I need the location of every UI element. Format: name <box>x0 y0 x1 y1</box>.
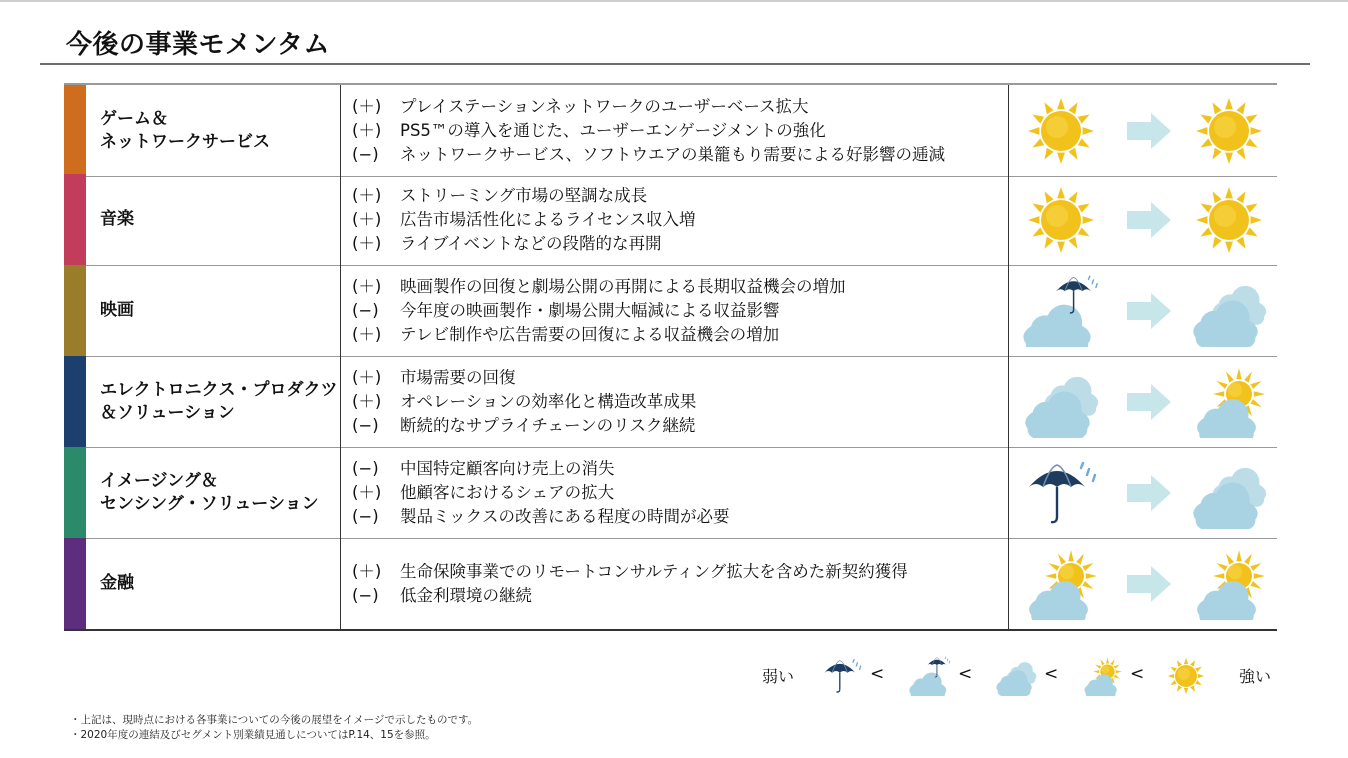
factor-sign: (−) <box>352 300 379 320</box>
factor-text: 他顧客におけるシェアの拡大 <box>400 482 615 502</box>
factor-item <box>352 560 1002 584</box>
momentum-table <box>64 83 1277 629</box>
factor-list <box>352 447 1002 538</box>
top-border <box>0 0 1348 2</box>
weather-forecast <box>1009 356 1277 447</box>
factor-sign: (−) <box>352 585 379 605</box>
arrow-right-icon <box>1127 202 1173 238</box>
factor-item <box>352 481 1002 505</box>
segment-color-bar <box>64 447 86 538</box>
factor-item <box>352 232 1002 256</box>
factor-list <box>352 174 1002 265</box>
umbrella-icon <box>820 656 864 696</box>
segment-name: 金融 <box>100 573 134 594</box>
clouds-icon <box>994 656 1038 696</box>
segment-row <box>64 538 1277 631</box>
factor-sign: (＋) <box>352 561 382 581</box>
column-divider <box>340 85 341 176</box>
footnote: ・2020年度の連結及びセグメント別業績見通しについてはP.14、15を参照。 <box>70 729 436 741</box>
arrow-right-icon <box>1127 384 1173 420</box>
legend-separator: < <box>870 664 885 684</box>
factor-text: 製品ミックスの改善にある程度の時間が必要 <box>400 506 730 526</box>
factor-item <box>352 275 1002 299</box>
factor-sign: (−) <box>352 144 379 164</box>
factor-text: 市場需要の回復 <box>400 367 516 387</box>
factor-text: オペレーションの効率化と構造改革成果 <box>400 391 697 411</box>
factor-sign: (＋) <box>352 233 382 253</box>
factor-text: 生命保険事業でのリモートコンサルティング拡大を含めた新契約獲得 <box>400 561 908 581</box>
cloud-umbrella-icon <box>908 656 952 696</box>
legend-strong-label: 強い <box>1239 667 1272 686</box>
factor-text: ライブイベントなどの段階的な再開 <box>400 233 662 253</box>
sun-icon <box>1189 95 1269 167</box>
arrow-right-icon <box>1127 113 1173 149</box>
legend <box>762 650 1282 700</box>
factor-text: テレビ制作や広告需要の回復による収益機会の増加 <box>400 324 780 344</box>
factor-item <box>352 299 1002 323</box>
factor-text: PS5™の導入を通じた、ユーザーエンゲージメントの強化 <box>400 120 826 140</box>
segment-color-bar <box>64 356 86 447</box>
factor-text: 低金利環境の継続 <box>400 585 532 605</box>
factor-sign: (＋) <box>352 185 382 205</box>
factor-list <box>352 538 1002 629</box>
page-title: 今後の事業モメンタム <box>66 30 330 60</box>
sun-icon <box>1189 184 1269 256</box>
factor-item <box>352 323 1002 347</box>
factor-item <box>352 505 1002 529</box>
legend-separator: < <box>958 664 973 684</box>
factor-text: ネットワークサービス、ソフトウエアの巣籠もり需要による好影響の逓減 <box>400 144 945 164</box>
column-divider <box>340 447 341 538</box>
factor-text: 中国特定顧客向け売上の消失 <box>400 458 615 478</box>
factor-sign: (−) <box>352 458 379 478</box>
factor-list <box>352 85 1002 176</box>
factor-sign: (＋) <box>352 276 382 296</box>
umbrella-icon <box>1021 457 1101 529</box>
title-underline <box>40 63 1310 65</box>
factor-sign: (−) <box>352 415 379 435</box>
factor-item <box>352 208 1002 232</box>
factor-item <box>352 584 1002 608</box>
segment-row <box>64 83 1277 177</box>
arrow-right-icon <box>1127 475 1173 511</box>
segment-name: 映画 <box>100 300 134 321</box>
footnote: ・上記は、現時点における各事業についての今後の展望をイメージで示したものです。 <box>70 714 479 726</box>
column-divider <box>340 538 341 629</box>
factor-item <box>352 95 1002 119</box>
segment-name: イメージング＆ センシング・ソリューション <box>100 470 319 514</box>
factor-sign: (＋) <box>352 482 382 502</box>
sun-cloud-icon <box>1080 656 1124 696</box>
column-divider <box>340 356 341 447</box>
sun-icon <box>1021 184 1101 256</box>
weather-forecast <box>1009 174 1277 265</box>
arrow-right-icon <box>1127 566 1173 602</box>
factor-item <box>352 414 1002 438</box>
factor-text: 映画製作の回復と劇場公開の再開による長期収益機会の増加 <box>400 276 846 296</box>
segment-color-bar <box>64 265 86 356</box>
clouds-icon <box>1189 275 1269 347</box>
segment-name: エレクトロニクス・プロダクツ ＆ソリューション <box>100 379 338 423</box>
factor-item <box>352 390 1002 414</box>
segment-color-bar <box>64 538 86 629</box>
column-divider <box>340 265 341 356</box>
factor-text: プレイステーションネットワークのユーザーベース拡大 <box>400 96 809 116</box>
sun-icon <box>1021 95 1101 167</box>
factor-sign: (＋) <box>352 367 382 387</box>
legend-separator: < <box>1130 664 1145 684</box>
factor-item <box>352 366 1002 390</box>
factor-item <box>352 119 1002 143</box>
cloud-umbrella-icon <box>1021 275 1101 347</box>
footnotes <box>70 713 478 743</box>
factor-sign: (＋) <box>352 324 382 344</box>
factor-sign: (−) <box>352 506 379 526</box>
legend-weak-label: 弱い <box>762 667 795 686</box>
segment-row <box>64 356 1277 448</box>
sun-cloud-icon <box>1189 548 1269 620</box>
weather-forecast <box>1009 538 1277 629</box>
sun-cloud-icon <box>1189 366 1269 438</box>
factor-text: ストリーミング市場の堅調な成長 <box>400 185 648 205</box>
factor-list <box>352 356 1002 447</box>
segment-name: 音楽 <box>100 209 134 230</box>
arrow-right-icon <box>1127 293 1173 329</box>
segment-color-bar <box>64 174 86 265</box>
clouds-icon <box>1021 366 1101 438</box>
factor-sign: (＋) <box>352 120 382 140</box>
segment-row <box>64 447 1277 539</box>
factor-item <box>352 457 1002 481</box>
factor-text: 今年度の映画製作・劇場公開大幅減による収益影響 <box>400 300 780 320</box>
factor-sign: (＋) <box>352 209 382 229</box>
segment-name: ゲーム＆ ネットワークサービス <box>100 108 270 152</box>
legend-separator: < <box>1044 664 1059 684</box>
factor-item <box>352 184 1002 208</box>
segment-row <box>64 265 1277 357</box>
weather-forecast <box>1009 447 1277 538</box>
segment-color-bar <box>64 85 86 176</box>
factor-text: 断続的なサプライチェーンのリスク継続 <box>400 415 696 435</box>
sun-icon <box>1164 656 1208 696</box>
factor-text: 広告市場活性化によるライセンス収入増 <box>400 209 696 229</box>
clouds-icon <box>1189 457 1269 529</box>
weather-forecast <box>1009 265 1277 356</box>
weather-forecast <box>1009 85 1277 176</box>
segment-row <box>64 174 1277 266</box>
factor-sign: (＋) <box>352 96 382 116</box>
column-divider <box>340 174 341 265</box>
sun-cloud-icon <box>1021 548 1101 620</box>
factor-sign: (＋) <box>352 391 382 411</box>
factor-item <box>352 143 1002 167</box>
factor-list <box>352 265 1002 356</box>
